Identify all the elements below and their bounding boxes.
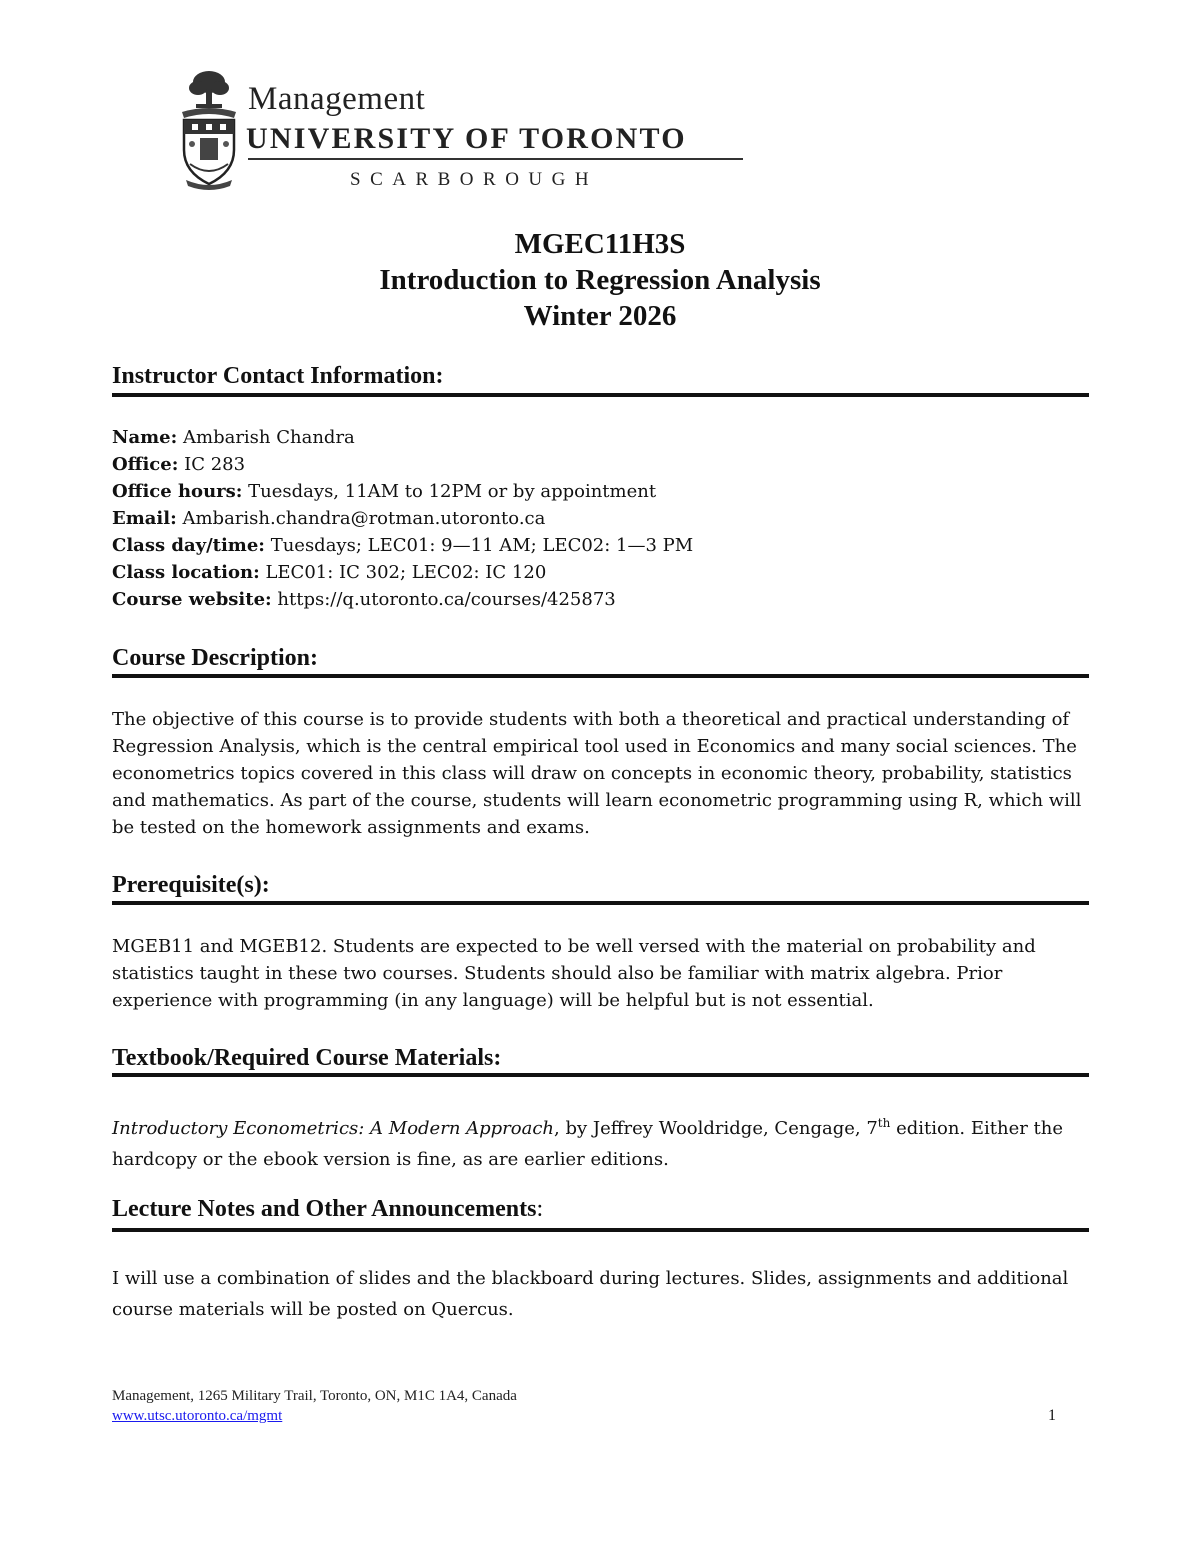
info-value: IC 283 [184, 454, 246, 475]
page-number: 1 [1048, 1407, 1056, 1424]
university-crest-icon [178, 68, 240, 192]
section-rule [112, 1073, 1089, 1077]
prereq-heading: Prerequisite(s): [112, 872, 270, 898]
prereq-text: MGEB11 and MGEB12. Students are expected to be well versed with the material on probability and statistics taught in these two courses. Students should also be familiar with matrix algebra. Prior experience with programming (in any language) will be helpful but is not essential. [112, 936, 1036, 1011]
textbook-note: edition. Either the hardcopy or the ebook version is fine, as are earlier editions. [112, 1118, 1064, 1170]
info-label: Email: [112, 508, 177, 529]
textbook-author: , by Jeffrey Wooldridge, Cengage, 7 [554, 1118, 878, 1139]
info-value-website[interactable]: https://q.utoronto.ca/courses/425873 [277, 589, 616, 610]
footer-address: Management, 1265 Military Trail, Toronto, ON, M1C 1A4, Canada [112, 1388, 517, 1404]
description-text: The objective of this course is to provide students with both a theoretical and practical understanding of Regression Analysis, which is the central empirical tool used in Economics and many social sciences. The econometrics topics covered in this class will draw on concepts in economic theory, probability, statistics and mathematics. As part of the course, students will learn econometric programming using R, which will be tested on the homework assignments and exams. [112, 709, 1082, 838]
letterhead-rule [248, 158, 743, 160]
lecture-heading-colon: : [536, 1196, 544, 1222]
info-row-email [112, 505, 1089, 532]
info-value: LEC01: IC 302; LEC02: IC 120 [265, 562, 547, 583]
section-rule [112, 1228, 1089, 1232]
section-rule [112, 393, 1089, 397]
course-term: Winter 2026 [523, 300, 677, 332]
info-label: Office hours: [112, 481, 243, 502]
lecture-text: I will use a combination of slides and the blackboard during lectures. Slides, assignments and additional course materials will be posted on Quercus. [112, 1268, 1069, 1320]
textbook-edition-sup: th [877, 1116, 891, 1130]
course-title-block [0, 226, 1200, 334]
info-row-office-hours [112, 478, 1089, 505]
course-name: Introduction to Regression Analysis [379, 264, 821, 296]
info-label: Class location: [112, 562, 260, 583]
info-label: Course website: [112, 589, 272, 610]
letterhead-scarborough: SCARBOROUGH [350, 169, 599, 190]
info-row-office [112, 451, 1089, 478]
info-row-class-location [112, 559, 1089, 586]
footer-link[interactable]: www.utsc.utoronto.ca/mgmt [112, 1408, 283, 1424]
info-label: Name: [112, 427, 178, 448]
info-label: Office: [112, 454, 179, 475]
lecture-heading [112, 1195, 1089, 1223]
textbook-heading: Textbook/Required Course Materials: [112, 1045, 502, 1071]
page-footer [112, 1386, 1062, 1426]
letterhead-management: Management [248, 81, 426, 117]
info-row-class-time [112, 532, 1089, 559]
info-value: Tuesdays, 11AM to 12PM or by appointment [248, 481, 657, 502]
instructor-info [112, 424, 1089, 613]
lecture-heading-text: Lecture Notes and Other Announcements [112, 1196, 537, 1222]
instructor-heading: Instructor Contact Information: [112, 363, 444, 389]
letterhead [178, 68, 758, 198]
info-value-email[interactable]: Ambarish.chandra@rotman.utoronto.ca [182, 508, 546, 529]
section-rule [112, 674, 1089, 678]
info-row-name [112, 424, 1089, 451]
info-label: Class day/time: [112, 535, 265, 556]
letterhead-university: UNIVERSITY OF TORONTO [246, 122, 687, 155]
course-code: MGEC11H3S [514, 228, 686, 260]
textbook-text [112, 1108, 1089, 1175]
description-heading: Course Description: [112, 645, 318, 671]
info-value: Tuesdays; LEC01: 9—11 AM; LEC02: 1—3 PM [270, 535, 694, 556]
textbook-title: Introductory Econometrics: A Modern Approach [112, 1118, 555, 1139]
section-rule [112, 901, 1089, 905]
info-value: Ambarish Chandra [183, 427, 355, 448]
info-row-course-website [112, 586, 1089, 613]
